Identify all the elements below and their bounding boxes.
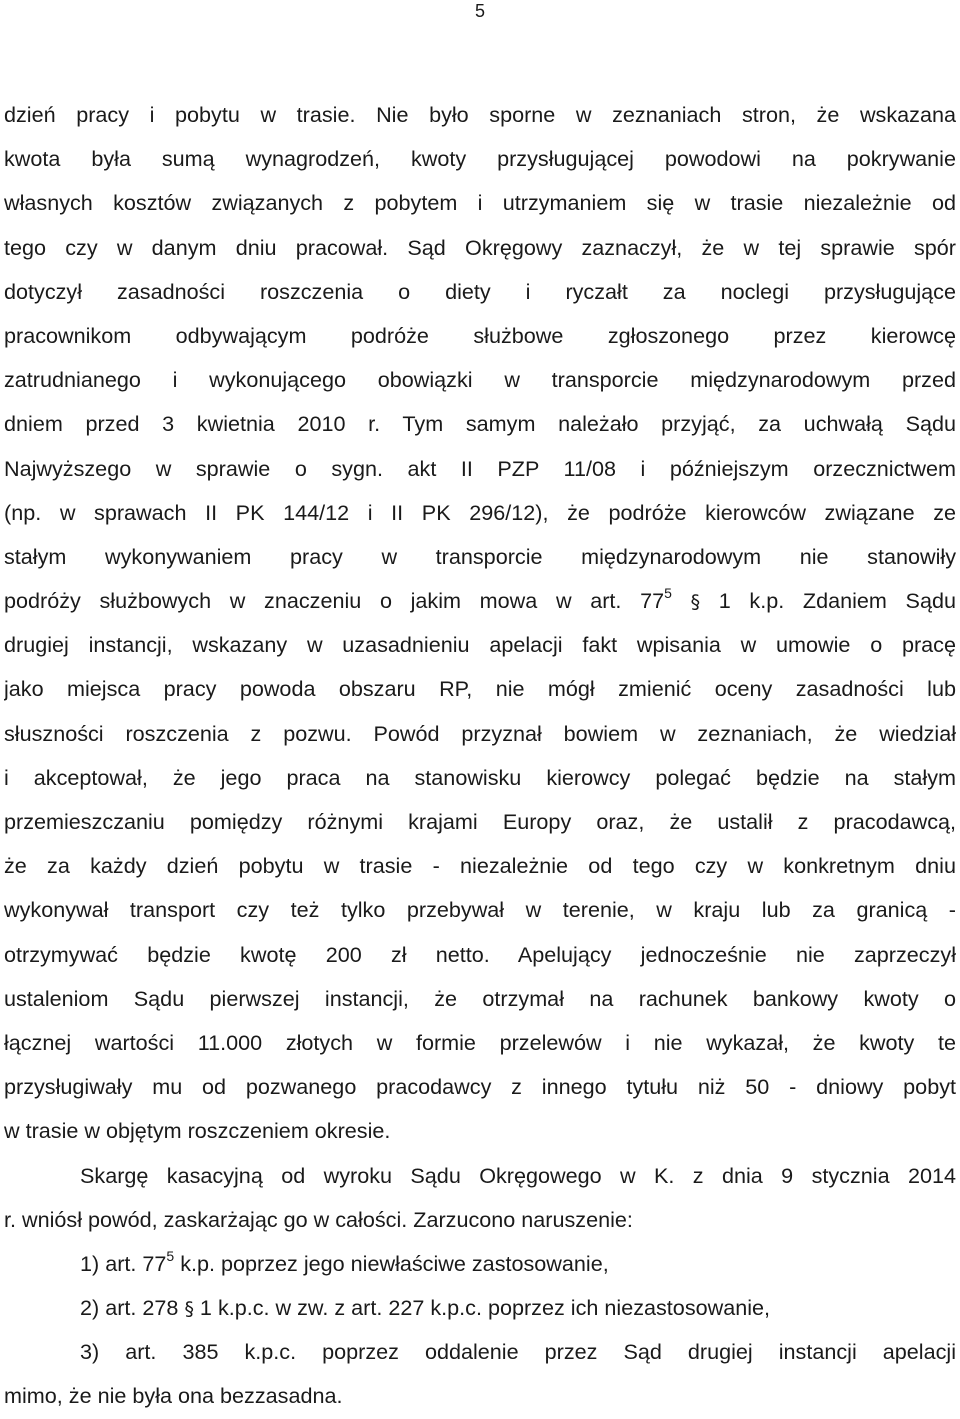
text-segment: k.p. poprzez jego niewłaściwe zastosowanie, [174, 1250, 609, 1276]
text-line: kwota była sumą wynagrodzeń, kwoty przysługującej powodowi na pokrywanie [4, 146, 956, 172]
section-symbol: § [184, 1298, 194, 1321]
text-line: drugiej instancji, wskazany w uzasadnieniu apelacji fakt wpisania w umowie o pracę [4, 632, 956, 658]
text-line: mimo, że nie była ona bezzasadna. [4, 1383, 343, 1409]
text-line: tego czy w danym dniu pracował. Sąd Okręgowy zaznaczył, że w tej sprawie spór [4, 234, 956, 260]
text-line: otrzymywać będzie kwotę 200 zł netto. Apelujący jednocześnie nie zaprzeczył [4, 941, 956, 967]
text-line: (np. w sprawach II PK 144/12 i II PK 296/12), że podróże kierowców związane ze [4, 499, 956, 525]
text-line: Najwyższego w sprawie o sygn. akt II PZP 11/08 i późniejszym orzecznictwem [4, 455, 956, 481]
text-line: słuszności roszczenia z pozwu. Powód przyznał bowiem w zeznaniach, że wiedział [4, 720, 956, 746]
page-number: 5 [474, 1, 485, 21]
text-segment: 2) art. 278 [80, 1295, 185, 1321]
paragraph-first-line: Skargę kasacyjną od wyroku Sądu Okręgowego w K. z dnia 9 stycznia 2014 [80, 1162, 956, 1188]
text-line: r. wniósł powód, zaskarżając go w całości. Zarzucono naruszenie: [4, 1206, 633, 1232]
section-symbol: § [690, 591, 701, 614]
text-line: pracownikom odbywającym podróże służbowe zgłoszonego przez kierowcę [4, 322, 956, 348]
text-line: stałym wykonywaniem pracy w transporcie międzynarodowym nie stanowiły [4, 543, 956, 569]
text-line [4, 579, 956, 623]
text-line: dniem przed 3 kwietnia 2010 r. Tym samym należało przyjąć, za uchwałą Sądu [4, 411, 956, 437]
text-line: dzień pracy i pobytu w trasie. Nie było sporne w zeznaniach stron, że wskazana [4, 102, 956, 127]
text-segment: 1 k.p. Zdaniem Sądu [700, 588, 956, 614]
superscript: 5 [664, 584, 672, 601]
text-line: przysługiwały mu od pozwanego pracodawcy z innego tytułu niż 50 - dniowy pobyt [4, 1074, 956, 1100]
text-segment: 1) art. 77 [80, 1250, 167, 1276]
list-item [4, 1242, 956, 1286]
superscript: 5 [166, 1247, 175, 1264]
text-line: własnych kosztów związanych z pobytem i utrzymaniem się w trasie niezależnie od [4, 190, 956, 216]
text-line: przemieszczaniu pomiędzy różnymi krajami Europy oraz, że ustalił z pracodawcą, [4, 809, 956, 834]
text-line: zatrudnianego i wykonującego obowiązki w transporcie międzynarodowym przed [4, 367, 956, 393]
text-line: łącznej wartości 11.000 złotych w formie przelewów i nie wykazał, że kwoty te [4, 1029, 956, 1055]
list-item [4, 1286, 956, 1330]
list-item: 3) art. 385 k.p.c. poprzez oddalenie przez Sąd drugiej instancji apelacji [80, 1339, 956, 1365]
text-line: że za każdy dzień pobytu w trasie - niezależnie od tego czy w konkretnym dniu [4, 853, 956, 879]
text-line: jako miejsca pracy powoda obszaru RP, nie mógł zmienić oceny zasadności lub [4, 676, 956, 702]
text-line: w trasie w objętym roszczeniem okresie. [4, 1118, 391, 1144]
text-line: i akceptował, że jego praca na stanowisku kierowcy polegać będzie na stałym [4, 764, 956, 790]
document-body [4, 93, 956, 1419]
text-segment: 1 k.p.c. w zw. z art. 227 k.p.c. poprzez ich niezastosowanie, [193, 1295, 771, 1321]
text-line: wykonywał transport czy też tylko przebywał w terenie, w kraju lub za granicą - [4, 897, 956, 923]
text-line: ustaleniom Sądu pierwszej instancji, że otrzymał na rachunek bankowy kwoty o [4, 985, 956, 1011]
text-line: dotyczył zasadności roszczenia o diety i ryczałt za noclegi przysługujące [4, 278, 956, 304]
text-segment: podróży służbowych w znaczeniu o jakim mowa w art. 77 [4, 588, 665, 614]
